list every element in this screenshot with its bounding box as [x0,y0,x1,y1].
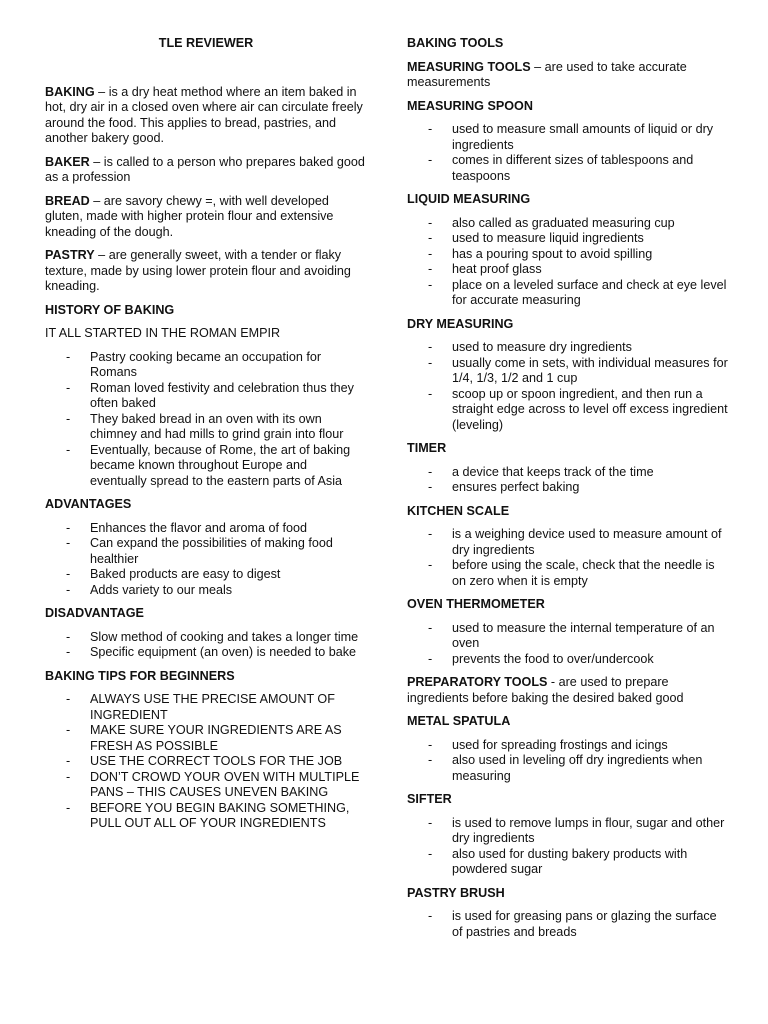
list-item: - MAKE SURE YOUR INGREDIENTS ARE AS FRESH AS POSSIBLE [45,723,367,754]
list-item: - used to measure small amounts of liquid or dry ingredients [407,122,729,153]
measuring-tools-definition [407,60,729,91]
list-item: - scoop up or spoon ingredient, and then run a straight edge across to level off excess ingredient (leveling) [407,387,729,434]
definition-bread [45,194,367,241]
list-item: - used for spreading frostings and icings [407,738,729,754]
list-item: - Adds variety to our meals [45,583,367,599]
measuring-spoon-heading: MEASURING SPOON [407,98,533,113]
term-measuring-tools: MEASURING TOOLS [407,59,531,74]
definition-baker [45,155,367,186]
term-preparatory-tools: PREPARATORY TOOLS [407,675,548,689]
list-item: - also called as graduated measuring cup [407,216,729,232]
list-item: - Slow method of cooking and takes a longer time [45,630,367,646]
list-item: - is a weighing device used to measure amount of dry ingredients [407,527,729,558]
left-column [45,36,367,840]
liquid-measuring-heading: LIQUID MEASURING [407,192,531,206]
history-list [45,350,367,490]
document-title: TLE REVIEWER [158,36,254,50]
term-baking: BAKING [45,84,95,99]
pastry-brush-heading: PASTRY BRUSH [407,885,505,900]
kitchen-scale-heading: KITCHEN SCALE [407,503,510,518]
sifter-heading: SIFTER [407,792,452,806]
term-baker: BAKER [45,154,90,169]
preparatory-tools-definition [407,675,729,706]
definition-text: – are savory chewy =, with well developed gluten, made with higher protein flour and extensive kneading of the dough. [45,193,334,239]
list-item: - used to measure the internal temperature of an oven [407,621,729,652]
metal-spatula-heading: METAL SPATULA [407,714,511,728]
dry-measuring-heading: DRY MEASURING [407,316,514,331]
list-item: - Can expand the possibilities of making food healthier [45,536,367,567]
list-item: - prevents the food to over/undercook [407,652,729,668]
history-heading: HISTORY OF BAKING [45,302,175,317]
term-pastry: PASTRY [45,248,95,262]
metal-spatula-list [407,738,729,785]
list-item: - ALWAYS USE THE PRECISE AMOUNT OF INGREDIENT [45,692,367,723]
list-item: - also used in leveling off dry ingredients when measuring [407,753,729,784]
list-item: - used to measure dry ingredients [407,340,729,356]
tips-list [45,692,367,832]
liquid-measuring-list [407,216,729,309]
advantages-heading: ADVANTAGES [45,497,132,511]
list-item: - before using the scale, check that the needle is on zero when it is empty [407,558,729,589]
list-item: - Baked products are easy to digest [45,567,367,583]
list-item: - is used for greasing pans or glazing the surface of pastries and breads [407,909,729,940]
definition-baking [45,85,367,147]
disadvantage-list [45,630,367,661]
list-item: - Enhances the flavor and aroma of food [45,521,367,537]
list-item: - also used for dusting bakery products with powdered sugar [407,847,729,878]
oven-thermometer-list [407,621,729,668]
right-column [407,36,729,948]
definition-text: – are used to take accurate measurements [407,59,687,89]
list-item: - ensures perfect baking [407,480,729,496]
measuring-spoon-list [407,122,729,184]
list-item: - Eventually, because of Rome, the art of baking became known throughout Europe and eventually spread to the eastern parts of Asia [45,443,367,490]
list-item: - Specific equipment (an oven) is needed to bake [45,645,367,661]
definition-text: – are generally sweet, with a tender or flaky texture, made by using lower protein flour and avoiding kneading. [45,248,351,293]
definition-text: – is a dry heat method where an item baked in hot, dry air in a closed oven where air can circulate freely around the food. This applies to bread, pastries, and another bakery good. [45,84,363,145]
list-item: - place on a leveled surface and check at eye level for accurate measuring [407,278,729,309]
list-item: - They baked bread in an oven with its own chimney and had mills to grind grain into flour [45,412,367,443]
list-item: - Pastry cooking became an occupation for Romans [45,350,367,381]
pastry-brush-list [407,909,729,940]
list-item: - BEFORE YOU BEGIN BAKING SOMETHING, PULL OUT ALL OF YOUR INGREDIENTS [45,801,367,832]
definition-pastry [45,248,367,295]
list-item: - heat proof glass [407,262,729,278]
list-item: - has a pouring spout to avoid spilling [407,247,729,263]
list-item: - used to measure liquid ingredients [407,231,729,247]
history-subheading: IT ALL STARTED IN THE ROMAN EMPIR [45,326,281,340]
definition-text: - are used to prepare ingredients before baking the desired baked good [407,675,684,705]
list-item: - comes in different sizes of tablespoons and teaspoons [407,153,729,184]
list-item: - is used to remove lumps in flour, sugar and other dry ingredients [407,816,729,847]
definition-text: – is called to a person who prepares baked good as a profession [45,154,365,184]
timer-heading: TIMER [407,441,447,455]
advantages-list [45,521,367,599]
timer-list [407,465,729,496]
baking-tools-heading: BAKING TOOLS [407,36,504,50]
list-item: - usually come in sets, with individual measures for 1/4, 1/3, 1/2 and 1 cup [407,356,729,387]
kitchen-scale-list [407,527,729,589]
sifter-list [407,816,729,878]
tips-heading: BAKING TIPS FOR BEGINNERS [45,668,235,683]
list-item: - Roman loved festivity and celebration thus they often baked [45,381,367,412]
list-item: - DON’T CROWD YOUR OVEN WITH MULTIPLE PANS – THIS CAUSES UNEVEN BAKING [45,770,367,801]
dry-measuring-list [407,340,729,433]
list-item: - a device that keeps track of the time [407,465,729,481]
disadvantage-heading: DISADVANTAGE [45,606,144,620]
term-bread: BREAD [45,193,90,208]
list-item: - USE THE CORRECT TOOLS FOR THE JOB [45,754,367,770]
oven-thermometer-heading: OVEN THERMOMETER [407,597,545,611]
